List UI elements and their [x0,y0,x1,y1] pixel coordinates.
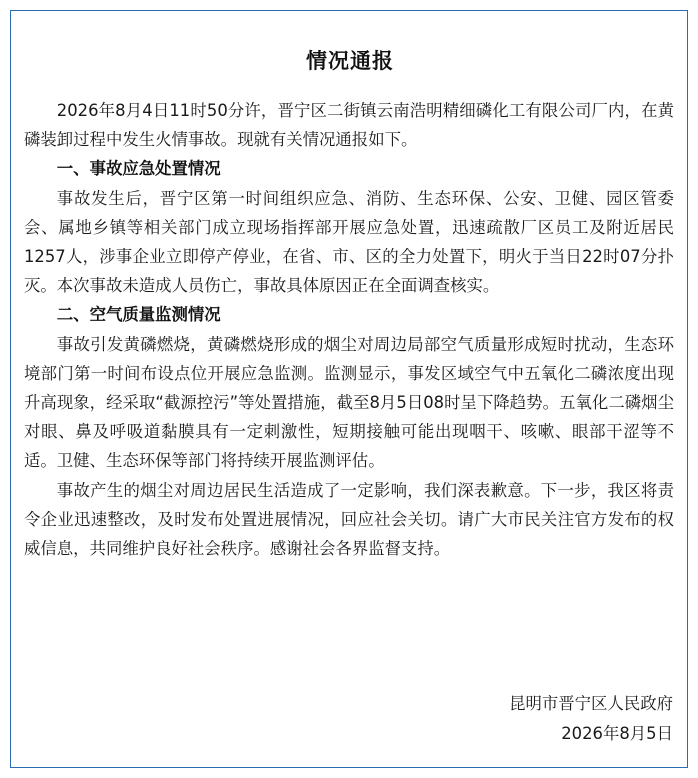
section-heading-air-quality: 二、空气质量监测情况 [56,305,221,325]
document-title: 情况通报 [306,49,394,73]
document-frame [10,10,688,768]
emergency-response-paragraph: 事故发生后，晋宁区第一时间组织应急、消防、生态环保、公安、卫健、园区管委会、属地乡镇等相关部门成立现场指挥部开展应急处置，迅速疏散厂区员工及附近居民1257人，涉事企业立即停产停业，在省、市、区的全力处置下，明火于当日22时07分扑灭。本次事故未造成人员伤亡，事故具体原因正在全面调查核实。 [24,188,674,296]
air-quality-paragraph: 事故引发黄磷燃烧，黄磷燃烧形成的烟尘对周边局部空气质量形成短时扰动，生态环境部门第一时间布设点位开展应急监测。监测显示，事发区域空气中五氧化二磷浓度出现升高现象，经采取“截源控污”等处置措施，截至8月5日08时呈下降趋势。五氧化二磷烟尘对眼、鼻及呼吸道黏膜具有一定刺激性，短期接触可能出现咽干、咳嗽、眼部干涩等不适。卫健、生态环保等部门将持续开展监测评估。 [24,334,674,471]
signature-block [509,689,673,749]
issuer-name: 昆明市晋宁区人民政府 [509,694,673,713]
intro-paragraph: 2026年8月4日11时50分许，晋宁区二街镇云南浩明精细磷化工有限公司厂内，在黄磷装卸过程中发生火情事故。现就有关情况通报如下。 [24,101,674,150]
closing-paragraph: 事故产生的烟尘对周边居民生活造成了一定影响，我们深表歉意。下一步，我区将责令企业迅速整改，及时发布处置进展情况，回应社会关切。请广大市民关注官方发布的权威信息，共同维护良好社会秩序。感谢社会各界监督支持。 [24,480,674,559]
section-heading-emergency-response: 一、事故应急处置情况 [56,159,221,179]
document-body [24,96,674,563]
issue-date: 2026年8月5日 [561,724,673,743]
